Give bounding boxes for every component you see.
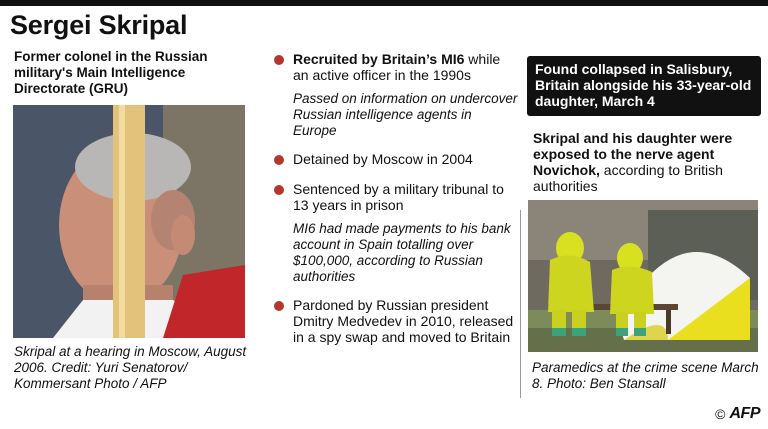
red-dot-icon xyxy=(274,55,284,65)
red-dot-icon xyxy=(274,185,284,195)
sentenced-text: Sentenced by a military tribunal to 13 years in prison xyxy=(293,181,504,213)
red-dot-icon xyxy=(274,301,284,311)
pardoned-text: Pardoned by Russian president Dmitry Medvedev in 2010, released in a spy swap and moved to Britain xyxy=(293,297,514,345)
portrait-caption: Skripal at a hearing in Moscow, August 2006. Credit: Yuri Senatorov/ Kommersant Photo / AFP xyxy=(14,344,247,391)
recruited-rest: while an active officer in the 1990s xyxy=(293,51,501,83)
headline-box: Found collapsed in Salisbury, Britain alongside his 33-year-old daughter, March 4 xyxy=(527,56,761,116)
copyright-symbol: © xyxy=(715,406,726,422)
timeline-item-sentenced xyxy=(274,181,518,213)
page-title: Sergei Skripal xyxy=(10,10,188,40)
timeline-note-payments: MI6 had made payments to his bank account in Spain totalling over $100,000, according to Russian authorities xyxy=(293,221,511,284)
timeline-item-detained xyxy=(274,151,518,167)
crime-scene-photo xyxy=(528,200,758,352)
afp-logo: AFP xyxy=(729,405,760,422)
top-bar xyxy=(0,0,768,6)
exposure-text xyxy=(533,130,763,194)
recruited-bold: Recruited by Britain’s MI6 xyxy=(293,51,465,67)
exposure-bold: Skripal and his daughter were exposed to the nerve agent Novichok, xyxy=(533,130,733,178)
timeline-item-recruited xyxy=(274,51,518,83)
timeline xyxy=(274,51,518,345)
portrait-photo xyxy=(13,105,245,338)
detained-text: Detained by Moscow in 2004 xyxy=(293,151,473,167)
timeline-item-pardoned xyxy=(274,297,518,345)
red-dot-icon xyxy=(274,155,284,165)
credit xyxy=(715,405,760,423)
timeline-note-passed: Passed on information on undercover Russian intelligence agents in Europe xyxy=(293,91,518,138)
column-divider xyxy=(520,210,521,398)
exposure-rest: according to British authorities xyxy=(533,162,723,194)
scene-caption: Paramedics at the crime scene March 8. Photo: Ben Stansall xyxy=(532,360,759,391)
subtitle: Former colonel in the Russian military's Main Intelligence Directorate (GRU) xyxy=(14,49,208,96)
